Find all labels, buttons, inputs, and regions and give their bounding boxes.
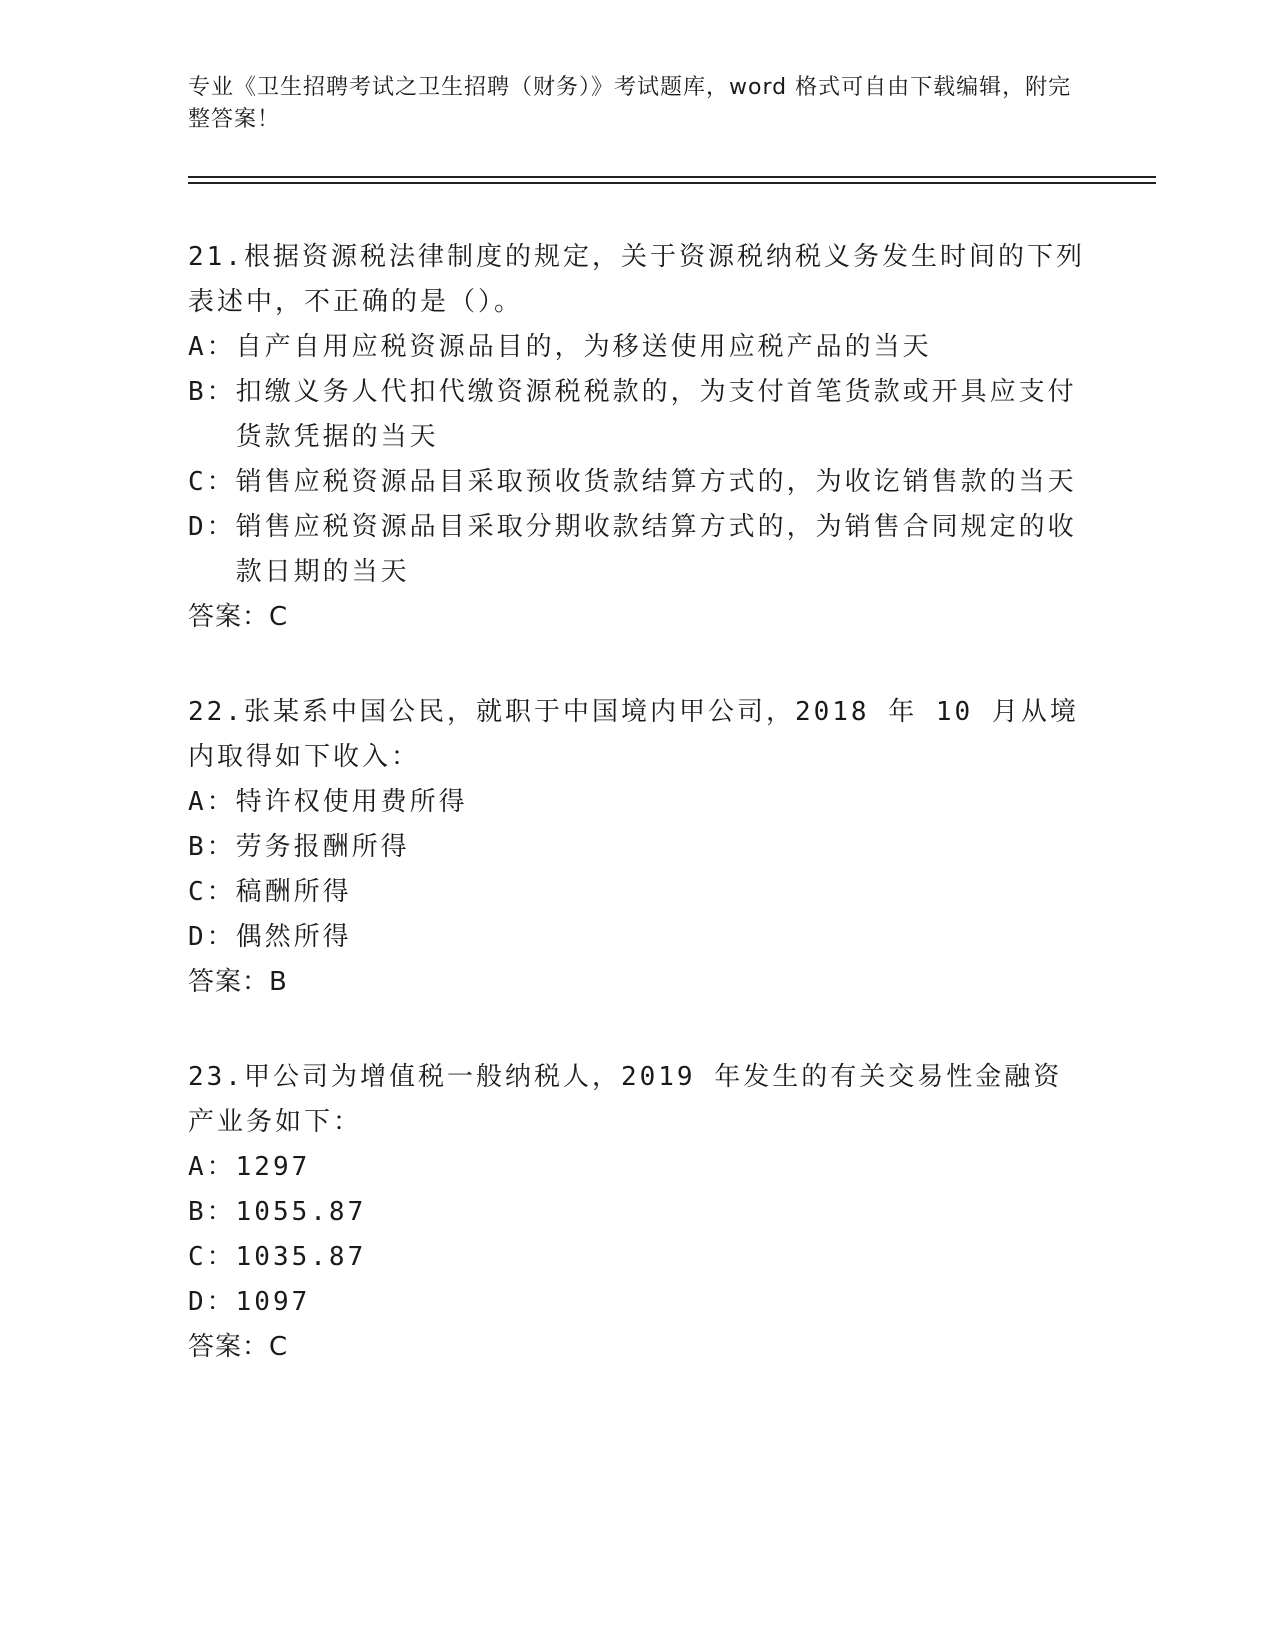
- option-text: 销售应税资源品目采取预收货款结算方式的，为收讫销售款的当天: [235, 467, 1077, 497]
- document-header: 专业《卫生招聘考试之卫生招聘（财务）》考试题库，word 格式可自由下载编辑，附完整答案！: [188, 75, 1072, 132]
- option-key: D：: [188, 512, 236, 542]
- option-text: 销售应税资源品目采取分期收款结算方式的，为销售合同规定的收款日期的当天: [235, 512, 1077, 587]
- option-text: 1097: [235, 1287, 311, 1317]
- option-text: 扣缴义务人代扣代缴资源税税款的，为支付首笔货款或开具应支付货款凭据的当天: [235, 377, 1077, 452]
- option-key: B：: [188, 377, 236, 407]
- option-key: C：: [188, 1242, 236, 1272]
- option-b: [188, 825, 1088, 870]
- option-c: [188, 870, 1088, 915]
- question-23: [188, 1055, 1088, 1370]
- option-c: [188, 1235, 1088, 1280]
- option-key: A：: [188, 787, 236, 817]
- answer: 答案：C: [188, 1332, 289, 1362]
- option-text: 劳务报酬所得: [235, 832, 410, 862]
- option-key: C：: [188, 877, 236, 907]
- option-a: [188, 325, 1088, 370]
- option-text: 稿酬所得: [235, 877, 352, 907]
- option-key: A：: [188, 332, 236, 362]
- question-stem: 22.张某系中国公民，就职于中国境内甲公司，2018 年 10 月从境内取得如下收入：: [188, 697, 1079, 772]
- question-22: [188, 690, 1088, 1005]
- option-d: [188, 505, 1088, 595]
- option-key: D：: [188, 1287, 236, 1317]
- option-key: D：: [188, 922, 236, 952]
- option-key: C：: [188, 467, 236, 497]
- option-key: A：: [188, 1152, 236, 1182]
- option-c: [188, 460, 1088, 505]
- option-key: B：: [188, 832, 236, 862]
- option-text: 自产自用应税资源品目的，为移送使用应税产品的当天: [235, 332, 932, 362]
- option-key: B：: [188, 1197, 236, 1227]
- question-21: [188, 235, 1088, 640]
- option-b: [188, 1190, 1088, 1235]
- option-d: [188, 915, 1088, 960]
- option-text: 1055.87: [235, 1197, 367, 1227]
- option-a: [188, 1145, 1088, 1190]
- option-text: 偶然所得: [235, 922, 352, 952]
- option-text: 1297: [235, 1152, 311, 1182]
- option-d: [188, 1280, 1088, 1325]
- option-b: [188, 370, 1088, 460]
- question-stem: 23.甲公司为增值税一般纳税人，2019 年发生的有关交易性金融资产业务如下：: [188, 1062, 1063, 1137]
- option-text: 特许权使用费所得: [235, 787, 468, 817]
- answer: 答案：C: [188, 602, 289, 632]
- answer: 答案：B: [188, 967, 288, 997]
- question-stem: 21.根据资源税法律制度的规定，关于资源税纳税义务发生时间的下列表述中，不正确的是（）。: [188, 242, 1085, 317]
- option-a: [188, 780, 1088, 825]
- header-divider: [188, 182, 1156, 184]
- header-divider: [188, 176, 1156, 178]
- option-text: 1035.87: [235, 1242, 367, 1272]
